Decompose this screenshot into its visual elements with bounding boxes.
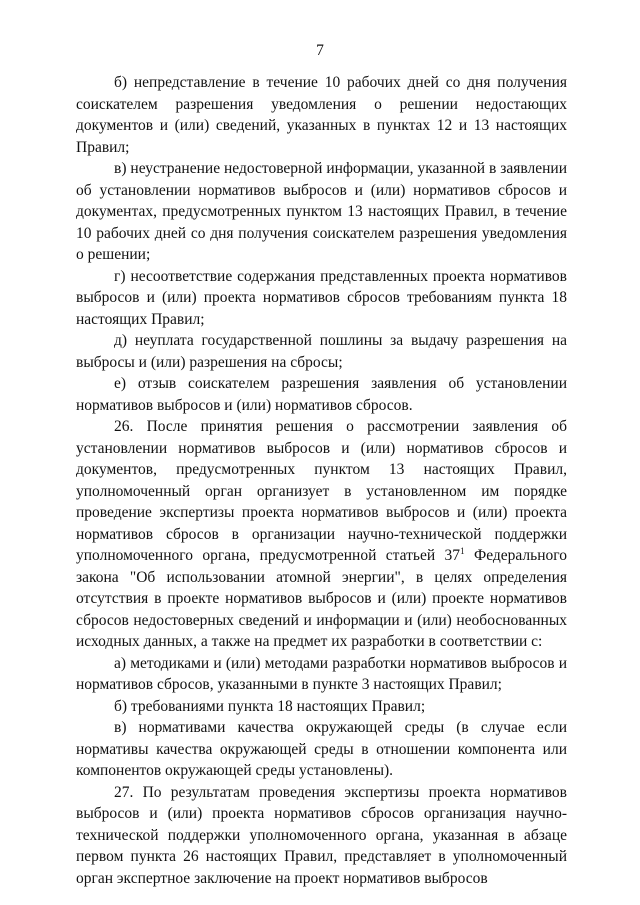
paragraph-27-conclusion: 27. По результатам проведения экспертизы проекта нормативов выбросов и (или) проекта нормативов сбросов организация научно-технической поддержки уполномоченного органа, указанная в абзаце первом пункта 26 настоящих Правил, представляет в уполномоченный орган экспертное заключение на проект нормативов выбросов [76,783,567,887]
paragraph-a-methods: а) методиками и (или) методами разработки нормативов выбросов и нормативов сбросов, указанными в пункте 3 настоящих Правил; [76,654,567,693]
paragraph-d-unpaid-fee: д) неуплата государственной пошлины за выдачу разрешения на выбросы и (или) разрешения на сбросы; [76,332,567,371]
paragraph-g-nonconformity: г) несоответствие содержания представленных проекта нормативов выбросов и (или) проекта нормативов сбросов требованиям пункта 18 настоящих Правил; [76,267,567,328]
article-superscript: 1 [460,545,465,556]
paragraph-v-unremedied-info: в) неустранение недостоверной информации, указанной в заявлении об установлении нормативов выбросов и (или) нормативов сбросов и документах, предусмотренных пунктом 13 настоящих Правил, в течение 10 рабочих дней со дня получения соискателем разрешения уведомления о решении; [76,160,567,263]
paragraph-26-text-end: Федерального закона "Об использовании атомной энергии", в целях определения отсутствия в проекте нормативов выбросов и (или) проекте нормативов сбросов недостоверных сведений и информации и (или) необоснованных исходных данных, а также на предмет их разработки в соответствии с: [76,547,567,650]
paragraph-b-nonsubmission: б) непредставление в течение 10 рабочих дней со дня получения соискателем разрешения уведомления о решении недостающих документов и (или) сведений, указанных в пунктах 12 и 13 настоящих Правил; [76,74,567,156]
document-body [76,72,567,889]
paragraph-26-text-start: 26. После принятия решения о рассмотрении заявления об установлении нормативов выбросов и (или) нормативов сбросов и документов, предусмотренных пунктом 13 настоящих Правил, уполномоченный орган организует в установленном им порядке проведение экспертизы проекта нормативов выбросов и (или) проекта нормативов сбросов в организации научно-технической поддержки уполномоченного органа, предусмотренной статьей 37 [76,418,567,564]
paragraph-e-withdrawal: е) отзыв соискателем разрешения заявления об установлении нормативов выбросов и (или) нормативов сбросов. [76,375,567,414]
paragraph-b-requirements: б) требованиями пункта 18 настоящих Правил; [114,697,426,715]
paragraph-v-quality-standards: в) нормативами качества окружающей среды (в случае если нормативы качества окружающей среды в отношении компонента или компонентов окружающей среды установлены). [76,719,567,779]
paragraph-26-expertise [76,416,567,653]
page-number: 7 [316,42,324,59]
